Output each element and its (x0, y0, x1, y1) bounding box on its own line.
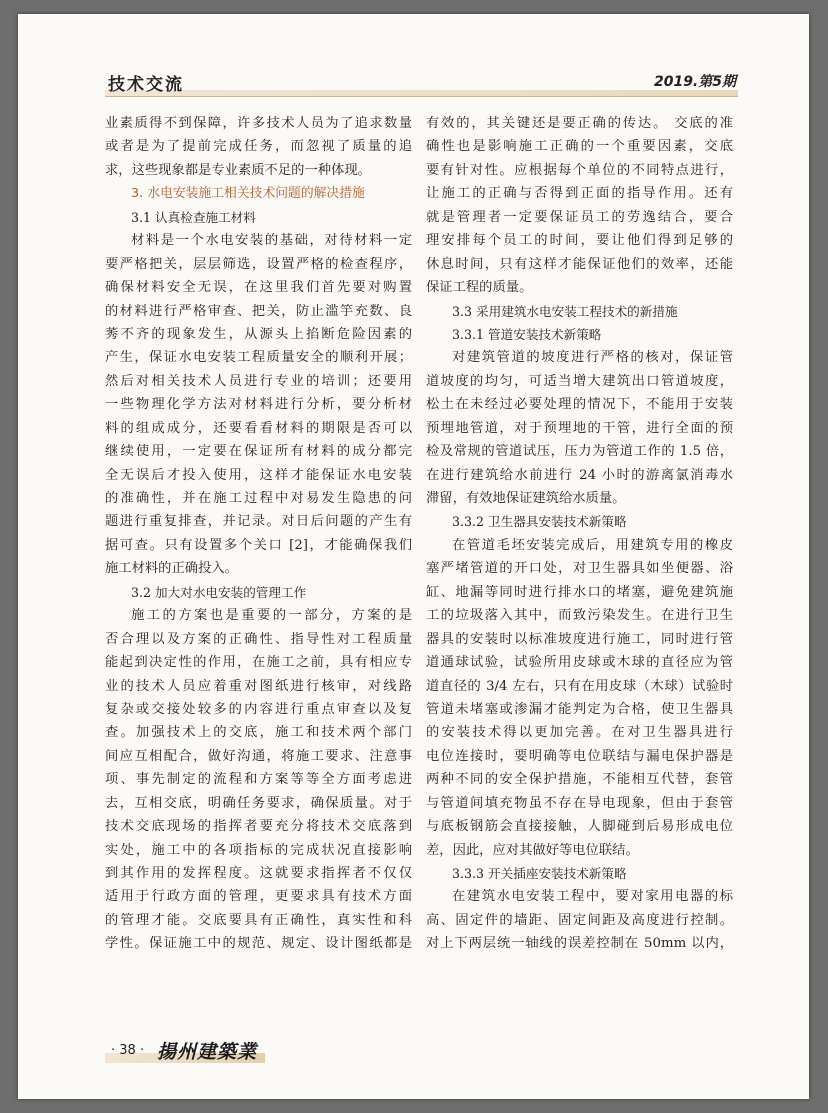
text-line: 在进行建筑给水前进行 24 小时的游离氯消毒水 (426, 467, 733, 483)
text-line: 继续使用，一定要在保证所有材料的成分都完 (105, 444, 412, 460)
text-line: 道坡度的均匀，可适当增大建筑出口管道坡度， (426, 373, 733, 389)
text-line: 预埋地管道，对于预埋地的干管，进行全面的预 (426, 420, 733, 436)
section-heading: 3.3.1 管道安装技术新策略 (452, 326, 602, 342)
running-header (105, 70, 738, 97)
text-line: 在建筑水电安装工程中，要对家用电器的标 (452, 889, 733, 905)
text-line: 差，因此，应对其做好等电位联结。 (426, 842, 639, 858)
section-heading: 3.1 认真检查施工材料 (131, 209, 256, 225)
section-heading: 3. 水电安装施工相关技术问题的解决措施 (131, 186, 365, 202)
text-line: 确保材料安全无误，在这里我们首先要对购置 (105, 280, 412, 296)
text-line: 适用于行政方面的管理，更要求具有技术方面 (105, 889, 412, 905)
text-line: 项、事先制定的流程和方案等等全方面考虑进 (105, 772, 412, 788)
text-line: 工的垃圾落入其中，而致污染发生。在进行卫生 (426, 608, 733, 624)
text-line: 器具的安装时以标准坡度进行施工，同时进行管 (426, 631, 733, 647)
text-line: 对建筑管道的坡度进行严格的核对，保证管 (452, 350, 733, 366)
section-heading: 3.3.2 卫生器具安装技术新策略 (452, 514, 627, 530)
text-line: 理安排每个员工的时间，要让他们得到足够的 (426, 233, 733, 249)
text-line: 道通球试验，试验所用皮球或木球的直径应为管 (426, 655, 733, 671)
text-line: 题进行重复排查，并记录。对日后问题的产生有 (105, 514, 412, 530)
text-line: 材料是一个水电安装的基础，对待材料一定 (131, 233, 412, 249)
text-line: 到其作用的发挥程度。这就要求指挥者不仅仅 (105, 866, 412, 881)
text-line: 检及常规的管道试压，压力为管道工作的 1.5 倍， (426, 444, 733, 460)
text-line: 去，互相交底，明确任务要求，确保质量。对于 (105, 795, 412, 811)
text-line: 据可查。只有设置多个关口 [2]，才能确保我们 (105, 537, 412, 553)
header-band (105, 90, 738, 96)
text-line: 要严格把关，层层筛选，设置严格的检查程序， (105, 256, 412, 272)
left-column (105, 112, 412, 956)
text-line: 否合理以及方案的正确性、指导性对工程质量 (105, 631, 412, 647)
text-line: 或者是为了提前完成任务，而忽视了质量的追 (105, 139, 412, 155)
text-line: 确性也是影响施工正确的一个重要因素，交底 (426, 139, 733, 155)
text-line: 施工的方案也是重要的一部分，方案的是 (131, 608, 412, 624)
text-line: 的材料进行严格审查、把关，防止滥竽充数、良 (105, 303, 412, 319)
section-heading: 3.3 采用建筑水电安装工程技术的新措施 (452, 303, 678, 319)
text-line: 查。加强技术上的交底，施工和技术两个部门 (105, 725, 412, 741)
text-line: 产生，保证水电安装工程质量安全的顺利开展； (105, 350, 412, 366)
text-line: 就是管理者一定要保证员工的劳逸结合，要合 (426, 209, 733, 225)
text-line: 让施工的正确与否得到正面的指导作用。还有 (426, 186, 733, 202)
text-line: 实处，施工中的各项指标的完成状况直接影响 (105, 842, 412, 858)
section-title: 技术交流 (108, 75, 184, 95)
text-line: 技术交底现场的指挥者要充分将技术交底落到 (105, 819, 412, 835)
text-line: 求，这些现象都是专业素质不足的一种体现。 (105, 162, 371, 178)
text-line: 的管理才能。交底要具有正确性，真实性和科 (105, 912, 412, 928)
text-line: 能起到决定性的作用，在施工之前，具有相应专 (105, 655, 412, 671)
text-line: 的安装技术得以更加完善。在对卫生器具进行 (426, 725, 733, 741)
text-line: 缸、地漏等同时进行排水口的堵塞，避免建筑施 (426, 584, 733, 600)
text-line: 学性。保证施工中的规范、规定、设计图纸都是 (105, 936, 412, 952)
text-line: 施工材料的正确投入。 (105, 561, 238, 577)
document-page (18, 14, 809, 1099)
text-line: 电位连接时，要明确等电位联结与漏电保护器是 (426, 748, 733, 764)
text-line: 然后对相关技术人员进行专业的培训；还要用 (105, 373, 412, 389)
journal-logo: 揚州建築業 (157, 1041, 258, 1063)
text-line: 全无误后才投入使用，这样才能保证水电安装 (105, 467, 412, 483)
text-line: 对上下两层统一轴线的误差控制在 50mm 以内， (426, 936, 733, 952)
text-line: 高、固定件的墙距、固定间距及高度进行控制。 (426, 912, 733, 928)
text-line: 在管道毛坯安装完成后，用建筑专用的橡皮 (452, 537, 733, 553)
text-line: 与底板钢筋会直接接触，人脚碰到后易形成电位 (426, 819, 733, 835)
text-line: 的准确性，并在施工过程中对易发生隐患的问 (105, 491, 412, 506)
issue-number: 2019.第5期 (653, 74, 736, 90)
text-line: 与管道间填充物虽不存在导电现象，但由于套管 (426, 795, 733, 811)
text-line: 保证工程的质量。 (426, 280, 533, 296)
text-line: 料的组成成分，还要看看材料的期限是否可以 (105, 420, 412, 436)
text-line: 复杂或交接处较多的内容进行重点审查以及复 (105, 701, 412, 717)
text-line: 一些物理化学方法对材料进行分析，要分析材 (105, 397, 412, 413)
text-line: 要有针对性。应根据每个单位的不同特点进行， (426, 162, 733, 178)
text-line: 业的技术人员应着重对图纸进行核审，对线路 (105, 678, 412, 694)
text-line: 松土在未经过必要处理的情况下，不能用于安装 (426, 397, 733, 413)
text-line: 塞严堵管道的开口处，对卫生器具如坐便器、浴 (426, 561, 733, 577)
section-heading: 3.3.3 开关插座安装技术新策略 (452, 866, 627, 881)
section-heading: 3.2 加大对水电安装的管理工作 (131, 584, 307, 600)
text-line: 两种不同的安全保护措施，不能相互代替，套管 (426, 772, 733, 788)
page-number: · 38 · (111, 1043, 145, 1058)
text-line: 间应互相配合，做好沟通，将施工要求、注意事 (105, 748, 412, 764)
text-line: 业素质得不到保障，许多技术人员为了追求数量 (105, 116, 412, 131)
text-line: 有效的，其关键还是要正确的传达。 交底的准 (426, 116, 733, 131)
right-column (426, 112, 733, 956)
text-line: 道直径的 3/4 左右，只有在用皮球（木球）试验时 (426, 678, 733, 694)
text-line: 滞留，有效地保证建筑给水质量。 (426, 491, 626, 506)
text-line: 莠不齐的现象发生，从源头上掐断危险因素的 (105, 326, 412, 342)
page-footer (105, 1041, 275, 1067)
text-line: 管道未堵塞或渗漏才能判定为合格，使卫生器具 (426, 701, 733, 717)
text-line: 休息时间，只有这样才能保证他们的效率，还能 (426, 256, 733, 272)
